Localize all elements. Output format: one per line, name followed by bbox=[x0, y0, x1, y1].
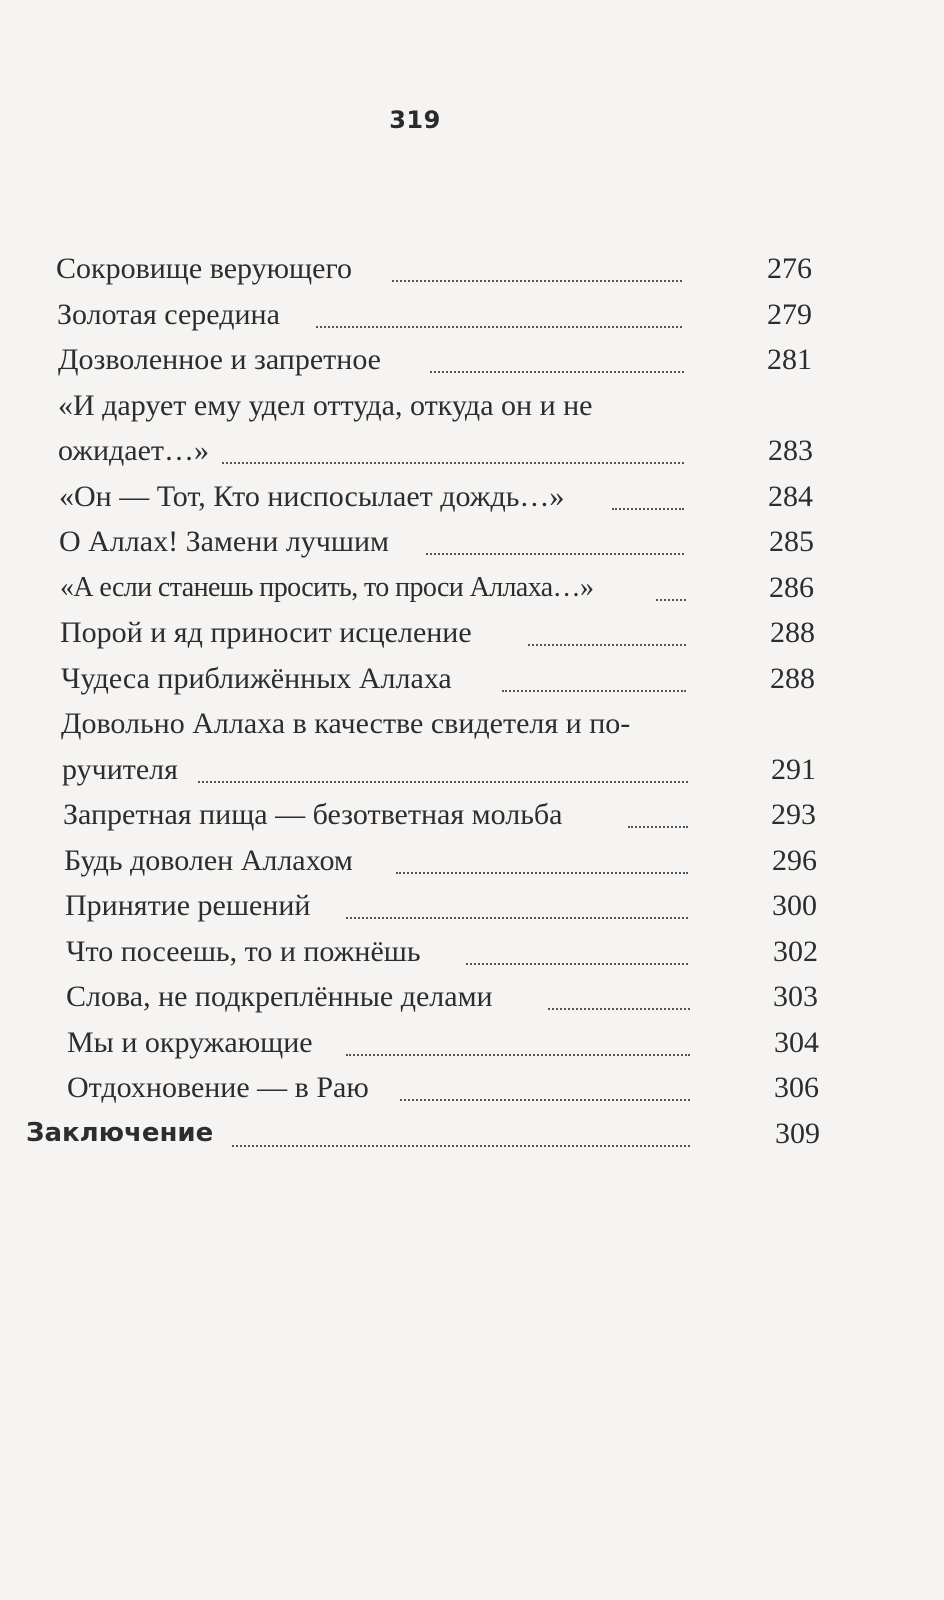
toc-entry bbox=[0, 246, 944, 292]
toc-entry-title: Дозволенное и запретное bbox=[58, 343, 381, 376]
toc-entry-title: Слова, не подкреплённые делами bbox=[66, 980, 493, 1013]
table-of-contents bbox=[0, 246, 944, 1156]
toc-entry-title: Заключение bbox=[26, 1117, 214, 1148]
toc-entry-page: 300 bbox=[772, 889, 817, 922]
dot-leader bbox=[392, 280, 682, 282]
toc-entry-page: 288 bbox=[770, 616, 815, 649]
toc-entry-page: 286 bbox=[769, 570, 814, 604]
dot-leader bbox=[628, 826, 688, 828]
toc-entry bbox=[0, 1065, 944, 1111]
toc-entry-page: 284 bbox=[768, 479, 813, 513]
dot-leader bbox=[316, 326, 682, 328]
toc-entry-title: Будь доволен Аллахом bbox=[64, 843, 353, 877]
dot-leader bbox=[430, 371, 684, 373]
toc-entry bbox=[0, 383, 944, 474]
toc-entry-page: 293 bbox=[771, 798, 816, 831]
toc-entry bbox=[0, 974, 944, 1020]
toc-entry-page: 281 bbox=[767, 343, 812, 376]
dot-leader bbox=[346, 1054, 690, 1056]
toc-entry bbox=[0, 474, 944, 520]
toc-entry-title-line1: Довольно Аллаха в качестве свидетеля и по- bbox=[61, 707, 631, 740]
toc-entry-conclusion bbox=[0, 1111, 944, 1157]
toc-entry-title: Отдохновение — в Раю bbox=[67, 1071, 369, 1104]
toc-entry-title: Мы и окружающие bbox=[67, 1025, 313, 1059]
toc-entry-page: 283 bbox=[768, 434, 813, 467]
toc-entry bbox=[0, 610, 944, 656]
dot-leader bbox=[502, 690, 686, 692]
dot-leader bbox=[198, 781, 688, 783]
toc-entry-page: 279 bbox=[767, 297, 812, 331]
dot-leader bbox=[656, 599, 686, 601]
dot-leader bbox=[346, 917, 688, 919]
toc-entry-title: Золотая середина bbox=[57, 297, 280, 331]
dot-leader bbox=[222, 462, 684, 464]
toc-entry-title: Чудеса приближённых Аллаха bbox=[61, 661, 452, 695]
toc-entry-page: 288 bbox=[770, 661, 815, 695]
toc-entry-title: Сокровище верующего bbox=[56, 252, 353, 285]
toc-entry bbox=[0, 337, 944, 383]
toc-entry bbox=[0, 701, 944, 792]
toc-entry-title-line1: «И дарует ему удел оттуда, откуда он и не bbox=[58, 388, 593, 422]
toc-entry-page: 303 bbox=[773, 980, 818, 1013]
toc-entry bbox=[0, 929, 944, 975]
page-number: 319 bbox=[389, 106, 441, 134]
toc-entry-page: 296 bbox=[772, 843, 817, 877]
toc-entry-page: 276 bbox=[767, 252, 812, 285]
toc-entry-title: Принятие решений bbox=[65, 889, 311, 922]
toc-entry-title: Что посеешь, то и пожнёшь bbox=[66, 934, 421, 968]
toc-entry-page: 304 bbox=[774, 1025, 819, 1059]
toc-entry bbox=[0, 838, 944, 884]
toc-entry-title: «Он — Тот, Кто ниспосылает дождь…» bbox=[59, 479, 565, 513]
dot-leader bbox=[612, 508, 684, 510]
toc-entry-page: 309 bbox=[775, 1116, 820, 1150]
toc-entry-title: Запретная пища — безответная мольба bbox=[63, 798, 563, 831]
dot-leader bbox=[426, 553, 684, 555]
toc-entry-title: Порой и яд приносит исцеление bbox=[60, 616, 472, 649]
dot-leader bbox=[528, 644, 686, 646]
dot-leader bbox=[396, 872, 688, 874]
toc-entry bbox=[0, 565, 944, 611]
toc-entry-title: О Аллах! Замени лучшим bbox=[59, 525, 390, 558]
toc-entry-page: 302 bbox=[773, 934, 818, 968]
dot-leader bbox=[232, 1145, 690, 1147]
toc-entry-page: 306 bbox=[774, 1071, 819, 1104]
toc-entry-title-line2: ручителя bbox=[62, 752, 178, 786]
toc-entry-title: «А если станешь просить, то проси Аллаха…» bbox=[60, 571, 594, 603]
toc-entry-title-line2: ожидает…» bbox=[58, 434, 210, 467]
toc-entry bbox=[0, 292, 944, 338]
toc-entry bbox=[0, 656, 944, 702]
toc-entry-page: 291 bbox=[771, 752, 816, 786]
dot-leader bbox=[466, 963, 688, 965]
toc-entry bbox=[0, 1020, 944, 1066]
dot-leader bbox=[548, 1008, 690, 1010]
toc-entry-page: 285 bbox=[769, 525, 814, 558]
dot-leader bbox=[400, 1099, 690, 1101]
toc-entry bbox=[0, 792, 944, 838]
toc-entry bbox=[0, 883, 944, 929]
toc-entry bbox=[0, 519, 944, 565]
